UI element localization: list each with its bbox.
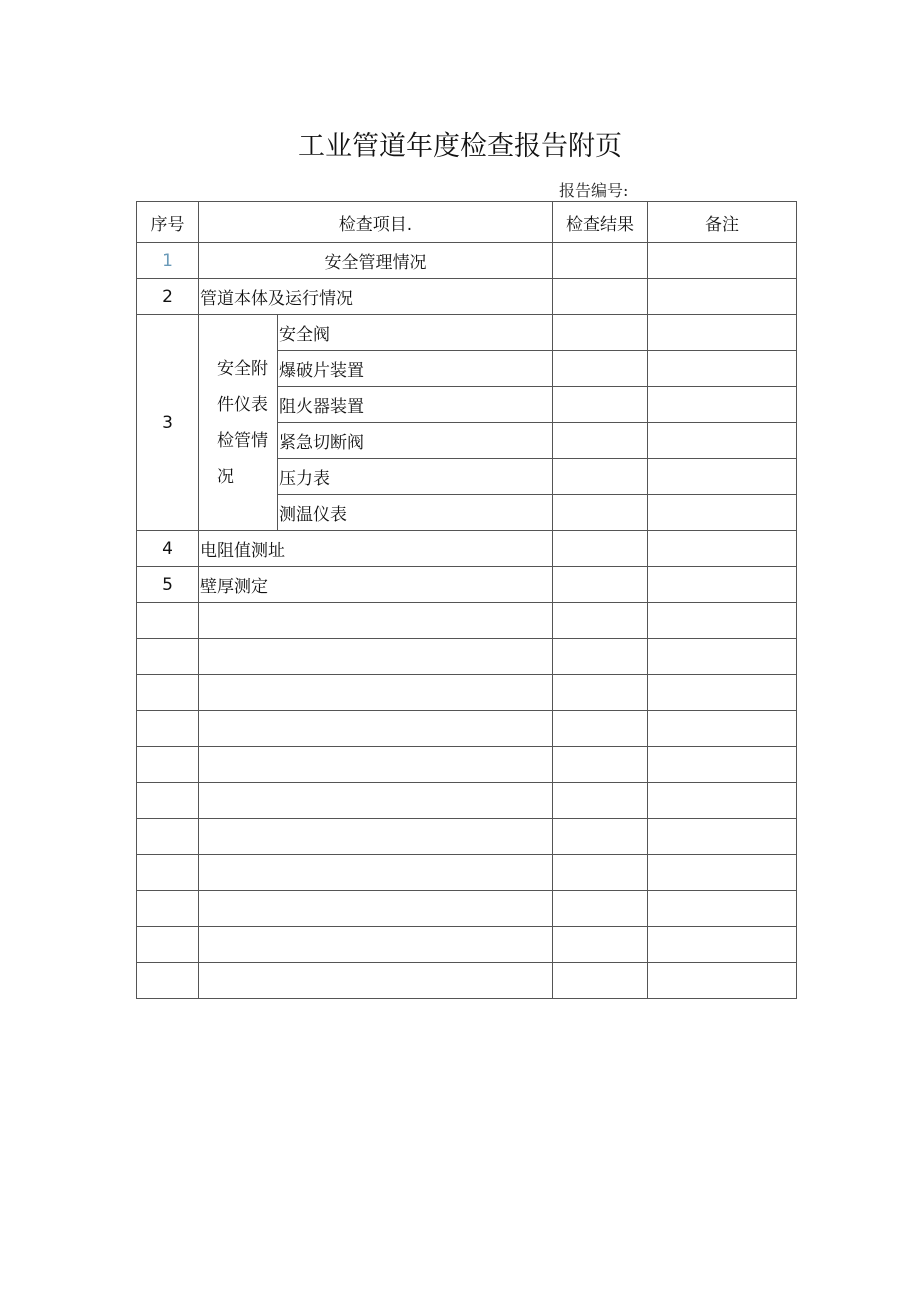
result-cell[interactable] (553, 495, 648, 531)
empty-row (137, 603, 797, 639)
row-item[interactable] (199, 747, 553, 783)
result-cell[interactable] (553, 855, 648, 891)
row-item: 电阻值测址 (199, 531, 553, 567)
empty-row (137, 855, 797, 891)
remark-cell[interactable] (648, 243, 797, 279)
empty-row (137, 783, 797, 819)
result-cell[interactable] (553, 675, 648, 711)
empty-row (137, 819, 797, 855)
remark-cell[interactable] (648, 711, 797, 747)
row-item[interactable] (199, 855, 553, 891)
result-cell[interactable] (553, 459, 648, 495)
remark-cell[interactable] (648, 747, 797, 783)
row-no: 1 (137, 243, 199, 279)
row-no[interactable] (137, 639, 199, 675)
result-cell[interactable] (553, 387, 648, 423)
row-no: 5 (137, 567, 199, 603)
inspection-table (136, 201, 797, 999)
remark-cell[interactable] (648, 459, 797, 495)
remark-cell[interactable] (648, 963, 797, 999)
empty-row (137, 963, 797, 999)
row-item[interactable] (199, 819, 553, 855)
empty-row (137, 711, 797, 747)
header-no: 序号 (137, 202, 199, 243)
remark-cell[interactable] (648, 279, 797, 315)
result-cell[interactable] (553, 279, 648, 315)
remark-cell[interactable] (648, 603, 797, 639)
row-no: 4 (137, 531, 199, 567)
row-item[interactable] (199, 963, 553, 999)
empty-row (137, 891, 797, 927)
row-item[interactable] (199, 927, 553, 963)
row-no: 2 (137, 279, 199, 315)
row-item: 管道本体及运行情况 (199, 279, 553, 315)
result-cell[interactable] (553, 315, 648, 351)
table-row (137, 531, 797, 567)
remark-cell[interactable] (648, 531, 797, 567)
remark-cell[interactable] (648, 567, 797, 603)
result-cell[interactable] (553, 711, 648, 747)
result-cell[interactable] (553, 747, 648, 783)
group-label-line: 况 (217, 466, 234, 487)
sub-item: 紧急切断阀 (278, 423, 553, 459)
table-row (137, 567, 797, 603)
sub-item: 压力表 (278, 459, 553, 495)
row-no[interactable] (137, 963, 199, 999)
result-cell[interactable] (553, 783, 648, 819)
result-cell[interactable] (553, 891, 648, 927)
result-cell[interactable] (553, 927, 648, 963)
row-no[interactable] (137, 603, 199, 639)
result-cell[interactable] (553, 963, 648, 999)
report-number-label: 报告编号: (559, 181, 629, 200)
result-cell[interactable] (553, 351, 648, 387)
empty-row (137, 747, 797, 783)
sub-item: 阻火器装置 (278, 387, 553, 423)
remark-cell[interactable] (648, 927, 797, 963)
result-cell[interactable] (553, 423, 648, 459)
row-no[interactable] (137, 855, 199, 891)
row-item[interactable] (199, 639, 553, 675)
result-cell[interactable] (553, 819, 648, 855)
result-cell[interactable] (553, 639, 648, 675)
page-title: 工业管道年度检查报告附页 (298, 131, 622, 162)
remark-cell[interactable] (648, 351, 797, 387)
remark-cell[interactable] (648, 675, 797, 711)
table-row (137, 279, 797, 315)
remark-cell[interactable] (648, 855, 797, 891)
row-no[interactable] (137, 675, 199, 711)
empty-row (137, 675, 797, 711)
remark-cell[interactable] (648, 819, 797, 855)
row-item[interactable] (199, 603, 553, 639)
remark-cell[interactable] (648, 495, 797, 531)
header-result: 检查结果 (553, 202, 648, 243)
group-label-line: 件仪表 (217, 394, 268, 415)
group-label (199, 315, 278, 531)
sub-item: 爆破片装置 (278, 351, 553, 387)
empty-row (137, 639, 797, 675)
row-item[interactable] (199, 711, 553, 747)
header-item: 检查项目. (199, 202, 553, 243)
table-row (137, 315, 797, 351)
header-remark: 备注 (648, 202, 797, 243)
sub-item: 安全阀 (278, 315, 553, 351)
remark-cell[interactable] (648, 387, 797, 423)
row-item: 壁厚测定 (199, 567, 553, 603)
row-no[interactable] (137, 927, 199, 963)
group-label-line: 检管情 (217, 430, 268, 451)
remark-cell[interactable] (648, 891, 797, 927)
row-no[interactable] (137, 747, 199, 783)
row-no[interactable] (137, 819, 199, 855)
sub-item: 测温仪表 (278, 495, 553, 531)
remark-cell[interactable] (648, 783, 797, 819)
row-no: 3 (137, 315, 199, 531)
result-cell[interactable] (553, 531, 648, 567)
result-cell[interactable] (553, 567, 648, 603)
row-item[interactable] (199, 675, 553, 711)
row-item[interactable] (199, 891, 553, 927)
row-item[interactable] (199, 783, 553, 819)
remark-cell[interactable] (648, 423, 797, 459)
table-row (137, 243, 797, 279)
row-no[interactable] (137, 711, 199, 747)
row-item: 安全管理情况 (199, 243, 553, 279)
result-cell[interactable] (553, 243, 648, 279)
group-label-line: 安全附 (217, 358, 268, 379)
empty-row (137, 927, 797, 963)
row-no[interactable] (137, 891, 199, 927)
row-no[interactable] (137, 783, 199, 819)
result-cell[interactable] (553, 603, 648, 639)
remark-cell[interactable] (648, 639, 797, 675)
table-header-row (137, 202, 797, 243)
remark-cell[interactable] (648, 315, 797, 351)
